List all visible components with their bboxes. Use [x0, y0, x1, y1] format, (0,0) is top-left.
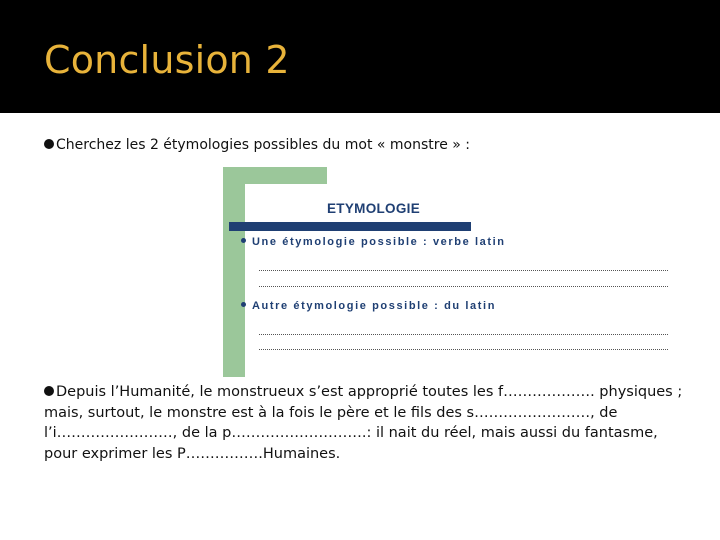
answer-dotted-line [259, 270, 668, 271]
etymology-line-2-text: Autre étymologie possible : du latin [252, 300, 497, 312]
bullet-dot-icon [44, 139, 54, 149]
slide-title: Conclusion 2 [44, 38, 290, 82]
etymology-line-2 [241, 300, 496, 312]
answer-dotted-line [259, 349, 668, 350]
etymology-heading: ETYMOLOGIE [327, 201, 421, 216]
bullet-dot-icon [44, 386, 54, 396]
etymology-worksheet-image [223, 167, 678, 377]
etymology-line-1-text: Une étymologie possible : verbe latin [252, 236, 506, 248]
bullet-text: Depuis l’Humanité, le monstrueux s’est approprié toutes les f………………. physiques ; mais, surtout, le monstre est à la fois le père et le fils des s……………………, de l’i……………………, de la p……………………….: il nait du réel, mais aussi du fantasme, pour exprimer les P…………….Humaines. [44, 384, 683, 462]
heading-underline-bar [229, 222, 471, 231]
title-bar [0, 0, 720, 113]
bullet-item-fill-in-text [44, 382, 694, 464]
bullet-item-etymology-question [44, 135, 694, 156]
small-bullet-icon [241, 238, 246, 243]
bullet-text: Cherchez les 2 étymologies possibles du mot « monstre » : [56, 137, 471, 153]
small-bullet-icon [241, 302, 246, 307]
green-frame-vertical [223, 167, 245, 377]
etymology-line-1 [241, 236, 506, 248]
answer-dotted-line [259, 286, 668, 287]
green-frame-top [223, 167, 327, 184]
answer-dotted-line [259, 334, 668, 335]
